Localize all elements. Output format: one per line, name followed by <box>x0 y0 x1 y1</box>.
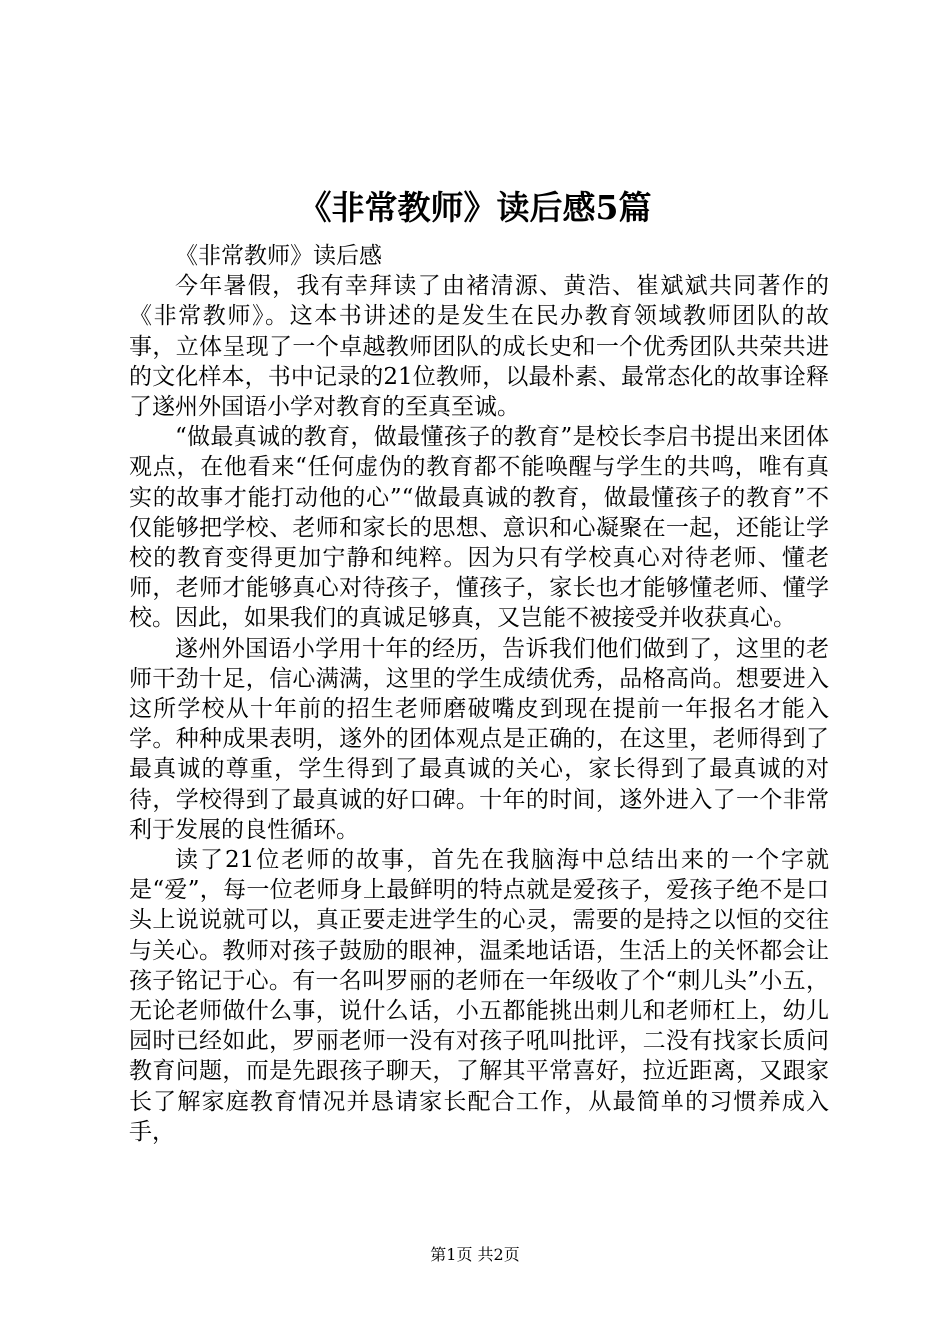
paragraph-3: 遂州外国语小学用十年的经历，告诉我们他们做到了，这里的老师干劲十足，信心满满，这里的学生成绩优秀，品格高尚。想要进入这所学校从十年前的招生老师磨破嘴皮到现在提前一年报名才能入学。种种成果表明，遂外的团体观点是正确的，在这里，老师得到了最真诚的尊重，学生得到了最真诚的关心，家长得到了最真诚的对待，学校得到了最真诚的好口碑。十年的时间，遂外进入了一个非常利于发展的良性循环。 <box>129 635 829 843</box>
page-footer: 第1页 共2页 <box>430 1245 520 1264</box>
paragraph-subtitle: 《非常教师》读后感 <box>175 243 382 269</box>
paragraph-2: “做最真诚的教育，做最懂孩子的教育”是校长李启书提出来团体观点，在他看来“任何虚伪的教育都不能唤醒与学生的共鸣，唯有真实的故事才能打动他的心”“做最真诚的教育，做最懂孩子的教育”不仅能够把学校、老师和家长的思想、意识和心凝聚在一起，还能让学校的教育变得更加宁静和纯粹。因为只有学校真心对待老师、懂老师，老师才能够真心对待孩子，懂孩子，家长也才能够懂老师、懂学校。因此，如果我们的真诚足够真，又岂能不被接受并收获真心。 <box>129 424 829 632</box>
paragraph-1: 今年暑假，我有幸拜读了由褚清源、黄浩、崔斌斌共同著作的《非常教师》。这本书讲述的是发生在民办教育领域教师团队的故事，立体呈现了一个卓越教师团队的成长史和一个优秀团队共荣共进的文化样本，书中记录的21位教师，以最朴素、最常态化的故事诠释了遂州外国语小学对教育的至真至诚。 <box>129 273 829 421</box>
document-title: 《非常教师》读后感5篇 <box>298 188 652 227</box>
document-body <box>129 241 829 1147</box>
paragraph-4: 读了21位老师的故事，首先在我脑海中总结出来的一个字就是“爱”，每一位老师身上最鲜明的特点就是爱孩子，爱孩子绝不是口头上说说就可以，真正要走进学生的心灵，需要的是持之以恒的交往与关心。教师对孩子鼓励的眼神，温柔地话语，生活上的关怀都会让孩子铭记于心。有一名叫罗丽的老师在一年级收了个“刺儿头”小五，无论老师做什么事，说什么话，小五都能挑出刺儿和老师杠上，幼儿园时已经如此，罗丽老师一没有对孩子吼叫批评，二没有找家长质问教育问题，而是先跟孩子聊天，了解其平常喜好，拉近距离，又跟家长了解家庭教育情况并恳请家长配合工作，从最简单的习惯养成入手， <box>129 847 829 1145</box>
